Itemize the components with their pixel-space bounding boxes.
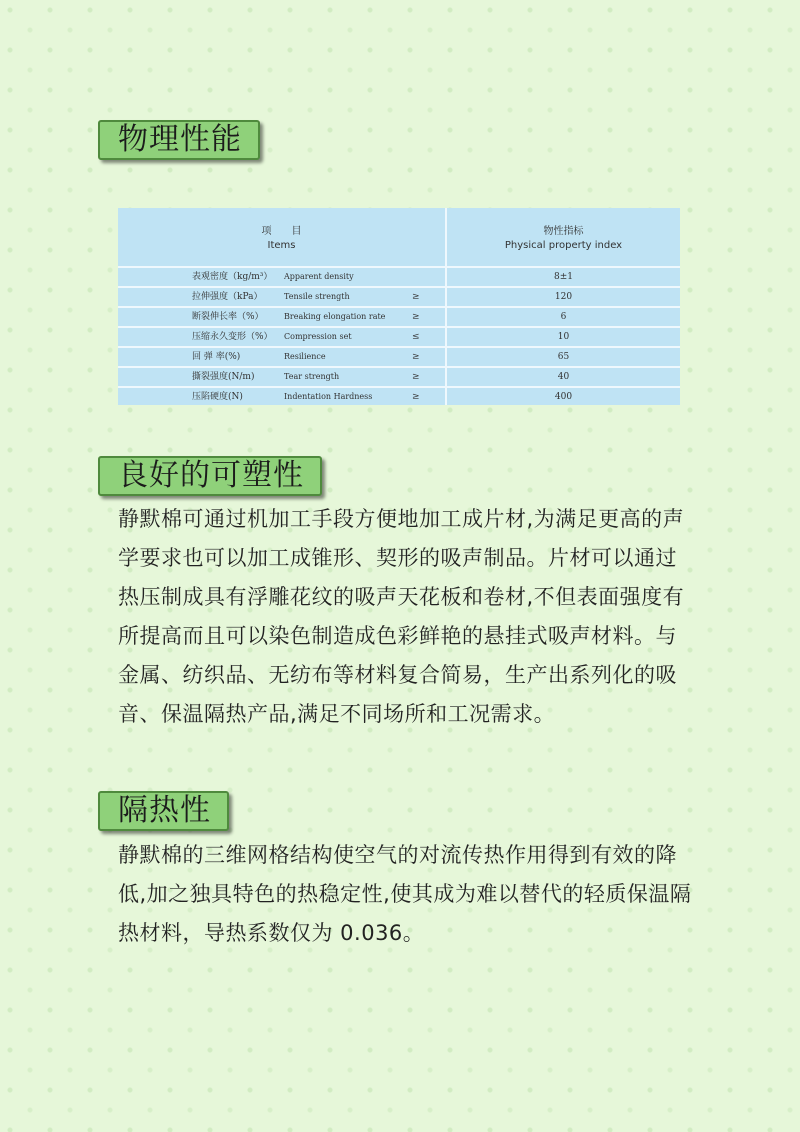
row-label-en: Tear strength — [284, 372, 340, 381]
row-value: 400 — [554, 392, 573, 402]
row-label-en: Breaking elongation rate — [284, 312, 386, 321]
section-heading-insulation: 隔热性 — [98, 791, 229, 831]
header-items-en: Items — [267, 240, 296, 251]
table-row — [118, 326, 680, 346]
row-label-en: Tensile strength — [284, 292, 350, 301]
row-operator: ≥ — [412, 352, 420, 362]
row-label-zh: 撕裂强度(N/m) — [192, 372, 255, 382]
table-row — [118, 266, 680, 286]
header-index-en: Physical property index — [504, 240, 623, 251]
header-items-zh: 项 目 — [261, 226, 302, 237]
row-label-en: Resilience — [284, 352, 326, 361]
row-label-zh: 拉伸强度（kPa） — [192, 292, 263, 302]
row-operator: ≥ — [412, 372, 420, 382]
row-label-zh: 表观密度（kg/m³） — [192, 272, 273, 282]
table-row — [118, 306, 680, 326]
row-label-en: Indentation Hardness — [284, 392, 373, 401]
row-label-en: Compression set — [284, 332, 352, 341]
table-row — [118, 366, 680, 386]
header-index-zh: 物性指标 — [543, 226, 584, 237]
table-row — [118, 346, 680, 366]
row-value: 120 — [554, 292, 573, 302]
section-heading-plasticity: 良好的可塑性 — [98, 456, 322, 496]
row-label-zh: 回 弹 率(%) — [192, 352, 241, 362]
plasticity-paragraph: 静默棉可通过机加工手段方便地加工成片材,为满足更高的声学要求也可以加工成锥形、契形的吸声制品。片材可以通过热压制成具有浮雕花纹的吸声天花板和卷材,不但表面强度有所提高而且可以染色制造成色彩鲜艳的悬挂式吸声材料。与金属、纺织品、无纺布等材料复合简易，生产出系列化的吸音、保温隔热产品,满足不同场所和工况需求。 — [118, 507, 685, 726]
header-items — [118, 208, 445, 266]
row-operator: ≥ — [412, 292, 420, 302]
row-value: 6 — [560, 312, 567, 322]
table-row — [118, 286, 680, 306]
row-value: 65 — [557, 352, 570, 362]
property-table — [118, 208, 680, 405]
table-header — [118, 208, 680, 266]
row-value: 40 — [557, 372, 570, 382]
row-operator: ≤ — [412, 332, 420, 342]
insulation-paragraph: 静默棉的三维网格结构使空气的对流传热作用得到有效的降低,加之独具特色的热稳定性,使其成为难以替代的轻质保温隔热材料，导热系数仅为 0.036。 — [118, 843, 692, 945]
row-label-zh: 压陷硬度(N) — [192, 392, 243, 402]
row-label-zh: 压缩永久变形（%） — [192, 332, 273, 342]
row-value: 10 — [557, 332, 570, 342]
table-row — [118, 386, 680, 406]
row-label-en: Apparent density — [284, 272, 354, 281]
header-index — [447, 208, 680, 266]
row-operator: ≥ — [412, 392, 420, 402]
section-heading-physical: 物理性能 — [98, 120, 260, 160]
row-value: 8±1 — [554, 272, 573, 282]
row-operator: ≥ — [412, 312, 420, 322]
row-label-zh: 断裂伸长率（%） — [192, 312, 264, 322]
